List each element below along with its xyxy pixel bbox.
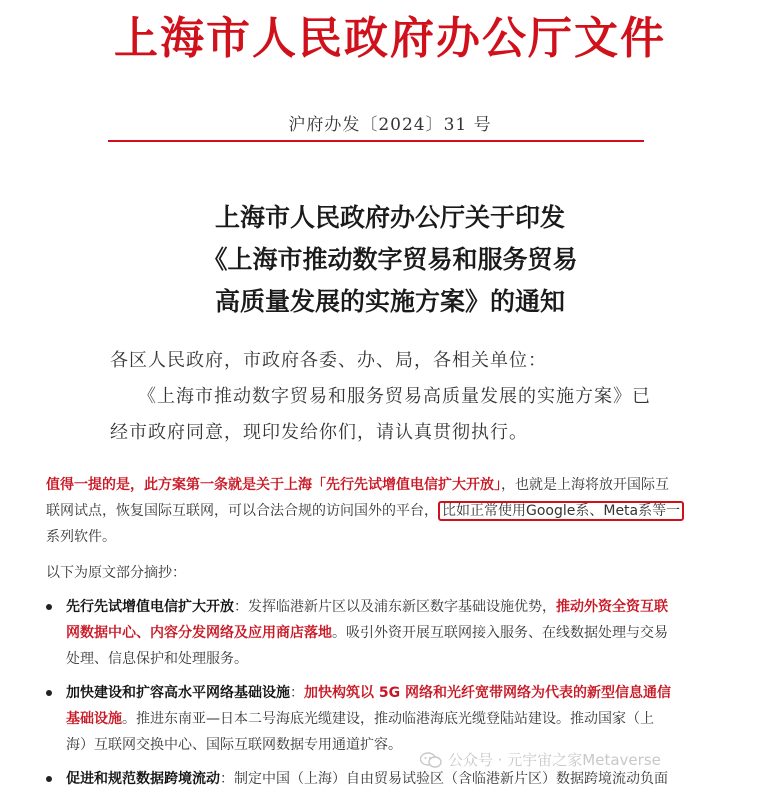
notice-recipients: 各区人民政府，市政府各委、办、局，各相关单位： [110,350,547,371]
bullet-3-line-1 [66,766,766,792]
commentary-line-2 [46,498,766,524]
bullet-3-heading: 促进和规范数据跨境流动 [66,771,220,787]
bullet-2-text-b: 。推进东南亚—日本二号海底光缆建设，推动临港海底光缆登陆站建设。推动国家（上 [122,711,654,727]
bullet-1-line-1 [66,594,766,620]
watermark-label: 公众号 · 元宇宙之家Metaverse [448,751,661,769]
notice-body-line-1: 《上海市推动数字贸易和服务贸易高质量发展的实施方案》已 [138,386,651,407]
header-divider [108,140,644,142]
bullet-1-sep: ： [234,599,248,615]
bullet-dot [46,776,52,782]
office-title: 上海市人民政府办公厅文件 [114,13,666,64]
highlighted-example: 比如正常使用Google系、Meta系等一 [438,501,684,521]
bullet-dot [46,604,52,610]
bullet-2-sep: ： [290,685,304,701]
notice-title-line-2: 《上海市推动数字贸易和服务贸易 [202,245,578,274]
bullet-1-line-3: 处理、信息保护和处理服务。 [66,651,248,667]
bullet-dot [46,690,52,696]
bullet-1-text-b: 。吸引外资开展互联网接入服务、在线数据处理与交易 [332,625,668,641]
bullet-2-red-b: 基础设施 [66,711,122,727]
bullet-1-red-a: 推动外资全资互联 [556,599,668,615]
commentary-rest: ，也就是上海将放开国际互 [501,477,669,493]
document-number: 沪府办发〔2024〕31 号 [288,115,492,135]
notice-body-line-2: 经市政府同意，现印发给你们，请认真贯彻执行。 [110,422,528,443]
commentary-line-2-text: 联网试点，恢复国际互联网，可以合法合规的访问国外的平台， [46,503,438,519]
bullet-2-line-2 [66,706,766,732]
commentary-red-lead: 值得一提的是，此方案第一条就是关于上海「先行先试增值电信扩大开放」 [46,477,501,493]
watermark [420,749,661,770]
bullet-3-sep: ： [220,771,234,787]
notice-title-line-3: 高质量发展的实施方案》的通知 [214,287,565,316]
bullet-2-red-a: 加快构筑以 5G 网络和光纤宽带网络为代表的新型信息通信 [304,685,671,701]
bullet-1-heading: 先行先试增值电信扩大开放 [66,599,234,615]
bullet-2-heading: 加快建设和扩容高水平网络基础设施 [66,685,290,701]
bullet-3-text-a: 制定中国（上海）自由贸易试验区（含临港新片区）数据跨境流动负面 [234,771,668,787]
wechat-icon [420,752,442,768]
bullet-1-red-b: 网数据中心、内容分发网络及应用商店落地 [66,625,332,641]
commentary-line-3: 系列软件。 [46,529,116,545]
excerpt-intro: 以下为原文部分摘抄： [46,565,186,581]
bullet-2-line-3: 海）互联网交换中心、国际互联网数据专用通道扩容。 [66,737,402,753]
bullet-1-text-a: 发挥临港新片区以及浦东新区数字基础设施优势， [248,599,556,615]
bullet-2-line-1 [66,680,766,706]
commentary-line-1 [46,472,766,498]
bullet-1-line-2 [66,620,766,646]
notice-title-line-1: 上海市人民政府办公厅关于印发 [214,203,565,232]
